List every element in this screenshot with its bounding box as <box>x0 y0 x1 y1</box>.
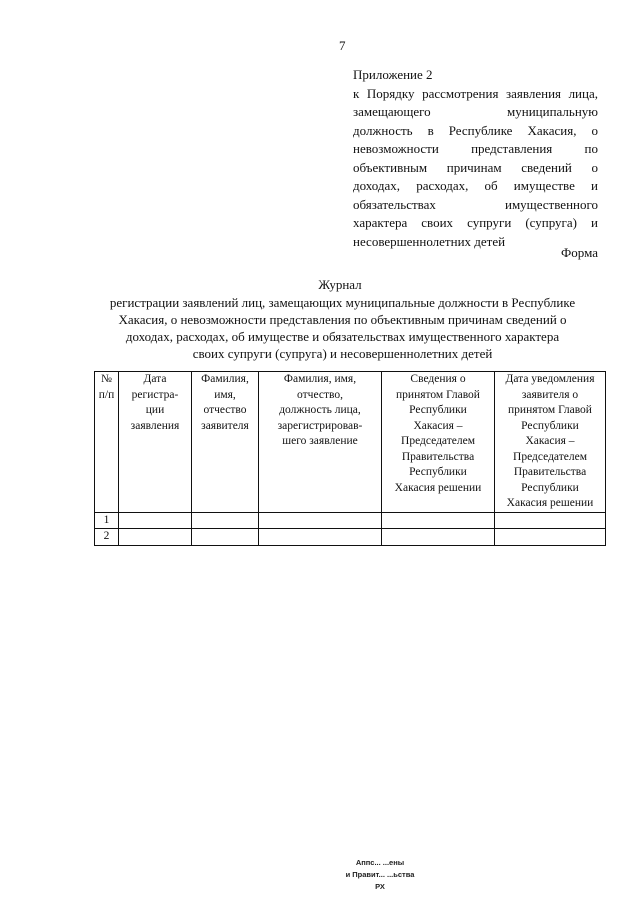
appendix-line: доходах, расходах, об имуществе и <box>353 178 598 193</box>
table-cell <box>382 529 495 546</box>
journal-subtitle-line: Хакасия, о невозможности представления по объективным причинам сведений о <box>118 312 567 327</box>
table-cell <box>119 512 192 529</box>
appendix-line: к Порядку рассмотрения заявления лица, <box>353 85 598 101</box>
journal-subtitle-line: своих супруги (супруга) и несовершеннолетних детей <box>192 346 493 361</box>
stamp-line: и Правит... ...ьства РХ <box>345 870 415 891</box>
table-row <box>95 512 606 529</box>
form-label: Форма <box>561 245 598 260</box>
appendix-line: Приложение 2 <box>353 67 433 82</box>
appendix-line: характера своих супруги (супруга) и <box>353 215 598 230</box>
column-header-registration-date: Дата регистра- ции заявления <box>119 372 192 513</box>
table-cell <box>382 512 495 529</box>
appendix-line: обязательствах имущественного <box>353 196 598 212</box>
journal-title: Журнал <box>318 277 362 292</box>
table-cell <box>495 529 606 546</box>
table-cell <box>119 529 192 546</box>
table-cell <box>192 529 259 546</box>
table-cell-number: 2 <box>95 529 119 546</box>
registration-journal-table <box>94 371 606 546</box>
column-header-applicant-name: Фамилия, имя, отчество заявителя <box>192 372 259 513</box>
column-header-number: № п/п <box>95 372 119 513</box>
table-cell <box>192 512 259 529</box>
appendix-header <box>353 66 598 251</box>
appendix-line: должность в Республике Хакасия, о <box>353 122 598 138</box>
table-cell <box>259 512 382 529</box>
journal-subtitle-line: регистрации заявлений лиц, замещающих муниципальные должности в Республике <box>109 295 576 310</box>
appendix-line: несовершеннолетних детей <box>353 233 506 249</box>
table-cell <box>259 529 382 546</box>
table-row <box>95 529 606 546</box>
column-header-notification-date: Дата уведомления заявителя о принятом Главой Республики Хакасия – Председателем Правительства Республики Хакасия решении <box>495 372 606 513</box>
table-cell-number: 1 <box>95 512 119 529</box>
column-header-decision-info: Сведения о принятом Главой Республики Хакасия – Председателем Правительства Республики Хакасия решении <box>382 372 495 513</box>
page-number: 7 <box>339 38 346 53</box>
table-header-row <box>95 372 606 513</box>
approval-stamp <box>340 857 420 893</box>
appendix-line: объективным причинам сведений о <box>353 159 598 175</box>
column-header-registrar: Фамилия, имя, отчество, должность лица, зарегистрировав- шего заявление <box>259 372 382 513</box>
journal-subtitle-line: доходах, расходах, об имуществе и обязательствах имущественного характера <box>125 329 560 344</box>
appendix-line: невозможности представления по <box>353 141 598 156</box>
appendix-line: замещающего муниципальную <box>353 104 598 119</box>
stamp-line: Аппс... ...ены <box>355 858 405 867</box>
table-cell <box>495 512 606 529</box>
journal-subtitle <box>80 294 605 362</box>
